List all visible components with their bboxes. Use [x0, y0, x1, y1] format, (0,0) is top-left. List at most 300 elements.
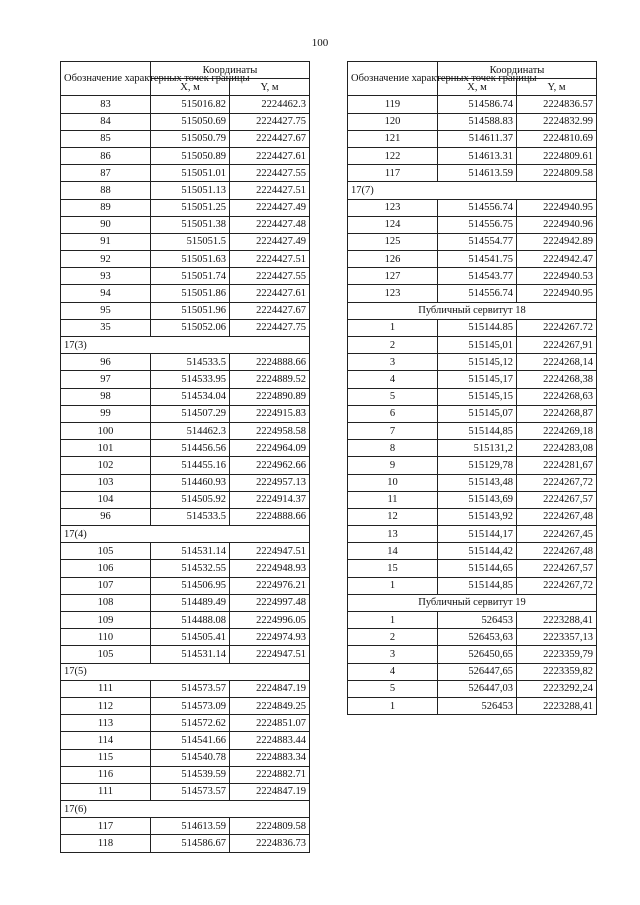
x-coordinate-cell: 515144.85: [438, 319, 517, 336]
point-id-cell: 117: [348, 165, 438, 182]
table-row: [61, 354, 310, 371]
table-row: [348, 388, 597, 405]
table-row: [348, 337, 597, 354]
point-id-cell: 100: [61, 422, 151, 439]
x-coordinate-cell: 515145,07: [438, 405, 517, 422]
table-row: [61, 594, 310, 611]
y-coordinate-cell: 2224267.72: [517, 319, 597, 336]
coordinates-header: Координаты: [438, 62, 597, 79]
table-row: [61, 835, 310, 852]
x-coordinate-cell: 514573.57: [151, 783, 230, 800]
y-coordinate-cell: 2224890.89: [230, 388, 310, 405]
x-header: X, м: [438, 79, 517, 96]
x-coordinate-cell: 514541.75: [438, 251, 517, 268]
y-coordinate-cell: 2224267,48: [517, 508, 597, 525]
table-row: [348, 440, 597, 457]
y-coordinate-cell: 2224267,91: [517, 337, 597, 354]
x-coordinate-cell: 515145,15: [438, 388, 517, 405]
table-row: [348, 680, 597, 697]
y-coordinate-cell: 2224882.71: [230, 766, 310, 783]
y-coordinate-cell: 2224888.66: [230, 354, 310, 371]
x-coordinate-cell: 514540.78: [151, 749, 230, 766]
y-coordinate-cell: 2224974.93: [230, 629, 310, 646]
point-id-cell: 123: [348, 199, 438, 216]
y-coordinate-cell: 2224427.61: [230, 285, 310, 302]
x-coordinate-cell: 515051.63: [151, 251, 230, 268]
x-coordinate-cell: 514556.74: [438, 285, 517, 302]
table-row: [348, 165, 597, 182]
group-row: [61, 663, 310, 680]
x-coordinate-cell: 514531.14: [151, 646, 230, 663]
x-coordinate-cell: 515143,48: [438, 474, 517, 491]
y-header: Y, м: [517, 79, 597, 96]
y-coordinate-cell: 2224427.61: [230, 147, 310, 164]
x-coordinate-cell: 515144,85: [438, 577, 517, 594]
y-coordinate-cell: 2224832.99: [517, 113, 597, 130]
table-row: [61, 251, 310, 268]
y-coordinate-cell: 2224267,57: [517, 560, 597, 577]
x-coordinate-cell: 515129,78: [438, 457, 517, 474]
y-coordinate-cell: 2223292,24: [517, 680, 597, 697]
group-row: [61, 337, 310, 354]
x-coordinate-cell: 515144,42: [438, 543, 517, 560]
x-coordinate-cell: 514489.49: [151, 594, 230, 611]
y-coordinate-cell: 2224809.61: [517, 147, 597, 164]
y-coordinate-cell: 2224976.21: [230, 577, 310, 594]
x-header: X, м: [151, 79, 230, 96]
x-coordinate-cell: 526447,65: [438, 663, 517, 680]
y-coordinate-cell: 2224883.34: [230, 749, 310, 766]
y-coordinate-cell: 2224997.48: [230, 594, 310, 611]
y-coordinate-cell: 2224267,48: [517, 543, 597, 560]
y-coordinate-cell: 2224269,18: [517, 422, 597, 439]
table-row: [61, 457, 310, 474]
point-id-cell: 101: [61, 440, 151, 457]
x-coordinate-cell: 514554.77: [438, 233, 517, 250]
table-row: [61, 233, 310, 250]
table-row: [348, 216, 597, 233]
table-row: [61, 766, 310, 783]
x-coordinate-cell: 514506.95: [151, 577, 230, 594]
x-coordinate-cell: 514613.31: [438, 147, 517, 164]
x-coordinate-cell: 514588.83: [438, 113, 517, 130]
page-number: 100: [311, 37, 329, 49]
table-row: [61, 818, 310, 835]
x-coordinate-cell: 515051.5: [151, 233, 230, 250]
x-coordinate-cell: 515143,69: [438, 491, 517, 508]
table-row: [61, 508, 310, 525]
x-coordinate-cell: 526450,65: [438, 646, 517, 663]
y-coordinate-cell: 2224847.19: [230, 680, 310, 697]
table-row: [348, 629, 597, 646]
x-coordinate-cell: 515144,17: [438, 526, 517, 543]
point-id-cell: 107: [61, 577, 151, 594]
table-row: [348, 474, 597, 491]
group-row: [348, 302, 597, 319]
point-id-cell: 92: [61, 251, 151, 268]
x-coordinate-cell: 514534.04: [151, 388, 230, 405]
y-coordinate-cell: 2224915.83: [230, 405, 310, 422]
point-id-cell: 105: [61, 646, 151, 663]
x-coordinate-cell: 515016.82: [151, 96, 230, 113]
table-row: [61, 319, 310, 336]
y-coordinate-cell: 2224427.49: [230, 199, 310, 216]
table-row: [61, 783, 310, 800]
y-coordinate-cell: 2223357,13: [517, 629, 597, 646]
point-id-cell: 35: [61, 319, 151, 336]
point-id-cell: 113: [61, 715, 151, 732]
table-body: [61, 96, 310, 852]
table-row: [61, 302, 310, 319]
point-id-cell: 96: [61, 508, 151, 525]
y-coordinate-cell: 2224889.52: [230, 371, 310, 388]
table-row: [61, 543, 310, 560]
point-id-cell: 118: [61, 835, 151, 852]
coordinates-table-left: [60, 61, 310, 853]
y-coordinate-cell: 2224268,38: [517, 371, 597, 388]
x-coordinate-cell: 526447,03: [438, 680, 517, 697]
table-row: [61, 422, 310, 439]
table-body: [348, 96, 597, 715]
point-id-cell: 2: [348, 629, 438, 646]
group-label: Публичный сервитут 18: [348, 302, 597, 319]
point-id-cell: 94: [61, 285, 151, 302]
y-coordinate-cell: 2224836.73: [230, 835, 310, 852]
point-id-cell: 120: [348, 113, 438, 130]
table-row: [348, 646, 597, 663]
point-id-cell: 104: [61, 491, 151, 508]
table-row: [61, 130, 310, 147]
point-id-cell: 85: [61, 130, 151, 147]
point-id-cell: 103: [61, 474, 151, 491]
point-id-cell: 112: [61, 697, 151, 714]
table-row: [61, 560, 310, 577]
point-id-cell: 119: [348, 96, 438, 113]
coordinates-table-right: [347, 61, 597, 715]
y-coordinate-cell: 2224427.55: [230, 165, 310, 182]
group-row: [61, 526, 310, 543]
x-coordinate-cell: 514556.75: [438, 216, 517, 233]
y-header: Y, м: [230, 79, 310, 96]
x-coordinate-cell: 515144,85: [438, 422, 517, 439]
table-row: [348, 199, 597, 216]
point-id-cell: 9: [348, 457, 438, 474]
y-coordinate-cell: 2224914.37: [230, 491, 310, 508]
point-id-cell: 127: [348, 268, 438, 285]
x-coordinate-cell: 514462.3: [151, 422, 230, 439]
point-id-cell: 114: [61, 732, 151, 749]
point-id-cell: 1: [348, 577, 438, 594]
x-coordinate-cell: 515050.89: [151, 147, 230, 164]
x-coordinate-cell: 514573.57: [151, 680, 230, 697]
x-coordinate-cell: 514541.66: [151, 732, 230, 749]
table-row: [61, 147, 310, 164]
table-row: [348, 697, 597, 714]
point-id-cell: 4: [348, 663, 438, 680]
point-id-cell: 123: [348, 285, 438, 302]
point-id-cell: 13: [348, 526, 438, 543]
x-coordinate-cell: 514533.95: [151, 371, 230, 388]
x-coordinate-cell: 514531.14: [151, 543, 230, 560]
y-coordinate-cell: 2224940.53: [517, 268, 597, 285]
point-id-cell: 90: [61, 216, 151, 233]
x-coordinate-cell: 514613.59: [438, 165, 517, 182]
y-coordinate-cell: 2223288,41: [517, 697, 597, 714]
x-coordinate-cell: 515051.13: [151, 182, 230, 199]
y-coordinate-cell: 2224427.67: [230, 130, 310, 147]
table-row: [61, 216, 310, 233]
table-row: [61, 182, 310, 199]
group-label: 17(5): [61, 663, 310, 680]
x-coordinate-cell: 515145,01: [438, 337, 517, 354]
table-row: [61, 474, 310, 491]
x-coordinate-cell: 526453: [438, 612, 517, 629]
point-id-cell: 84: [61, 113, 151, 130]
point-id-cell: 97: [61, 371, 151, 388]
table-row: [61, 405, 310, 422]
point-id-cell: 1: [348, 612, 438, 629]
y-coordinate-cell: 2224427.75: [230, 319, 310, 336]
table-row: [61, 577, 310, 594]
x-coordinate-cell: 515143,92: [438, 508, 517, 525]
y-coordinate-cell: 2224836.57: [517, 96, 597, 113]
table-row: [348, 233, 597, 250]
x-coordinate-cell: 514556.74: [438, 199, 517, 216]
table-row: [348, 612, 597, 629]
y-coordinate-cell: 2224427.75: [230, 113, 310, 130]
table-row: [61, 285, 310, 302]
x-coordinate-cell: 514505.92: [151, 491, 230, 508]
x-coordinate-cell: 515051.74: [151, 268, 230, 285]
x-coordinate-cell: 515051.38: [151, 216, 230, 233]
y-coordinate-cell: 2224888.66: [230, 508, 310, 525]
point-id-cell: 87: [61, 165, 151, 182]
x-coordinate-cell: 514611.37: [438, 130, 517, 147]
group-label: 17(7): [348, 182, 597, 199]
point-id-cell: 5: [348, 388, 438, 405]
y-coordinate-cell: 2224809.58: [517, 165, 597, 182]
y-coordinate-cell: 2224268,14: [517, 354, 597, 371]
x-coordinate-cell: 514488.08: [151, 612, 230, 629]
x-coordinate-cell: 526453,63: [438, 629, 517, 646]
point-id-cell: 125: [348, 233, 438, 250]
x-coordinate-cell: 514532.55: [151, 560, 230, 577]
table-row: [348, 422, 597, 439]
x-coordinate-cell: 514586.67: [151, 835, 230, 852]
point-id-cell: 3: [348, 646, 438, 663]
x-coordinate-cell: 515145,12: [438, 354, 517, 371]
point-id-cell: 1: [348, 697, 438, 714]
y-coordinate-cell: 2224427.55: [230, 268, 310, 285]
x-coordinate-cell: 514460.93: [151, 474, 230, 491]
y-coordinate-cell: 2224947.51: [230, 646, 310, 663]
y-coordinate-cell: 2224847.19: [230, 783, 310, 800]
table-row: [61, 612, 310, 629]
point-id-cell: 86: [61, 147, 151, 164]
x-coordinate-cell: 515145,17: [438, 371, 517, 388]
table-row: [348, 371, 597, 388]
table-row: [61, 440, 310, 457]
x-coordinate-cell: 515144,65: [438, 560, 517, 577]
x-coordinate-cell: 514586.74: [438, 96, 517, 113]
point-id-cell: 89: [61, 199, 151, 216]
y-coordinate-cell: 2224267,72: [517, 577, 597, 594]
y-coordinate-cell: 2224849.25: [230, 697, 310, 714]
point-id-cell: 110: [61, 629, 151, 646]
group-label: Публичный сервитут 19: [348, 594, 597, 611]
x-coordinate-cell: 514455.16: [151, 457, 230, 474]
group-row: [348, 182, 597, 199]
table-row: [61, 629, 310, 646]
y-coordinate-cell: 2224267,72: [517, 474, 597, 491]
y-coordinate-cell: 2224964.09: [230, 440, 310, 457]
point-id-cell: 93: [61, 268, 151, 285]
point-id-cell: 105: [61, 543, 151, 560]
group-row: [61, 801, 310, 818]
point-id-cell: 122: [348, 147, 438, 164]
point-id-cell: 1: [348, 319, 438, 336]
point-id-cell: 91: [61, 233, 151, 250]
point-id-cell: 124: [348, 216, 438, 233]
point-id-cell: 109: [61, 612, 151, 629]
point-id-cell: 2: [348, 337, 438, 354]
table-row: [348, 543, 597, 560]
y-coordinate-cell: 2224427.49: [230, 233, 310, 250]
x-coordinate-cell: 514533.5: [151, 354, 230, 371]
table-row: [348, 405, 597, 422]
point-id-cell: 106: [61, 560, 151, 577]
x-coordinate-cell: 526453: [438, 697, 517, 714]
y-coordinate-cell: 2224942.47: [517, 251, 597, 268]
x-coordinate-cell: 514573.09: [151, 697, 230, 714]
table-row: [61, 749, 310, 766]
y-coordinate-cell: 2224427.51: [230, 182, 310, 199]
coordinates-header: Координаты: [151, 62, 310, 79]
point-id-cell: 126: [348, 251, 438, 268]
point-id-cell: 12: [348, 508, 438, 525]
point-id-cell: 10: [348, 474, 438, 491]
x-coordinate-cell: 515131,2: [438, 440, 517, 457]
point-id-cell: 5: [348, 680, 438, 697]
table-row: [61, 371, 310, 388]
table-row: [61, 268, 310, 285]
table-row: [61, 680, 310, 697]
x-coordinate-cell: 515051.86: [151, 285, 230, 302]
y-coordinate-cell: 2224462.3: [230, 96, 310, 113]
table-row: [61, 199, 310, 216]
y-coordinate-cell: 2224427.48: [230, 216, 310, 233]
point-id-cell: 8: [348, 440, 438, 457]
table-row: [348, 663, 597, 680]
table-row: [61, 96, 310, 113]
table-row: [348, 268, 597, 285]
point-id-cell: 111: [61, 783, 151, 800]
point-id-cell: 102: [61, 457, 151, 474]
x-coordinate-cell: 514533.5: [151, 508, 230, 525]
x-coordinate-cell: 515052.06: [151, 319, 230, 336]
point-id-cell: 115: [61, 749, 151, 766]
point-id-cell: 95: [61, 302, 151, 319]
point-id-cell: 15: [348, 560, 438, 577]
y-coordinate-cell: 2223359,79: [517, 646, 597, 663]
point-id-cell: 11: [348, 491, 438, 508]
point-id-cell: 4: [348, 371, 438, 388]
point-id-cell: 7: [348, 422, 438, 439]
table-row: [61, 113, 310, 130]
point-id-cell: 6: [348, 405, 438, 422]
table-row: [348, 491, 597, 508]
table-row: [348, 526, 597, 543]
point-id-cell: 116: [61, 766, 151, 783]
table-row: [348, 113, 597, 130]
point-id-cell: 99: [61, 405, 151, 422]
y-coordinate-cell: 2224268,87: [517, 405, 597, 422]
x-coordinate-cell: 515050.79: [151, 130, 230, 147]
table-row: [61, 715, 310, 732]
table-row: [61, 165, 310, 182]
table-row: [61, 697, 310, 714]
table-row: [348, 508, 597, 525]
x-coordinate-cell: 514572.62: [151, 715, 230, 732]
y-coordinate-cell: 2223288,41: [517, 612, 597, 629]
point-id-cell: 96: [61, 354, 151, 371]
table-row: [61, 388, 310, 405]
y-coordinate-cell: 2224940.95: [517, 199, 597, 216]
x-coordinate-cell: 515050.69: [151, 113, 230, 130]
x-coordinate-cell: 514539.59: [151, 766, 230, 783]
table-row: [348, 319, 597, 336]
group-row: [348, 594, 597, 611]
group-label: 17(4): [61, 526, 310, 543]
table-row: [348, 354, 597, 371]
y-coordinate-cell: 2224281,67: [517, 457, 597, 474]
y-coordinate-cell: 2224958.58: [230, 422, 310, 439]
table-row: [61, 491, 310, 508]
y-coordinate-cell: 2224948.93: [230, 560, 310, 577]
y-coordinate-cell: 2224268,63: [517, 388, 597, 405]
table-row: [348, 457, 597, 474]
table-row: [348, 130, 597, 147]
y-coordinate-cell: 2224267,45: [517, 526, 597, 543]
x-coordinate-cell: 514456.56: [151, 440, 230, 457]
y-coordinate-cell: 2224947.51: [230, 543, 310, 560]
x-coordinate-cell: 514505.41: [151, 629, 230, 646]
point-id-cell: 117: [61, 818, 151, 835]
group-label: 17(3): [61, 337, 310, 354]
point-designation-header: Обозначение характерных точек границы: [61, 62, 151, 96]
y-coordinate-cell: 2224810.69: [517, 130, 597, 147]
y-coordinate-cell: 2224851.07: [230, 715, 310, 732]
y-coordinate-cell: 2224996.05: [230, 612, 310, 629]
table-row: [61, 646, 310, 663]
table-row: [348, 251, 597, 268]
y-coordinate-cell: 2224962.66: [230, 457, 310, 474]
table-row: [348, 147, 597, 164]
y-coordinate-cell: 2224427.67: [230, 302, 310, 319]
point-id-cell: 88: [61, 182, 151, 199]
y-coordinate-cell: 2224940.96: [517, 216, 597, 233]
y-coordinate-cell: 2223359,82: [517, 663, 597, 680]
table-row: [348, 96, 597, 113]
y-coordinate-cell: 2224427.51: [230, 251, 310, 268]
y-coordinate-cell: 2224942.89: [517, 233, 597, 250]
y-coordinate-cell: 2224957.13: [230, 474, 310, 491]
point-id-cell: 98: [61, 388, 151, 405]
table-row: [348, 560, 597, 577]
y-coordinate-cell: 2224883.44: [230, 732, 310, 749]
point-id-cell: 108: [61, 594, 151, 611]
y-coordinate-cell: 2224267,57: [517, 491, 597, 508]
